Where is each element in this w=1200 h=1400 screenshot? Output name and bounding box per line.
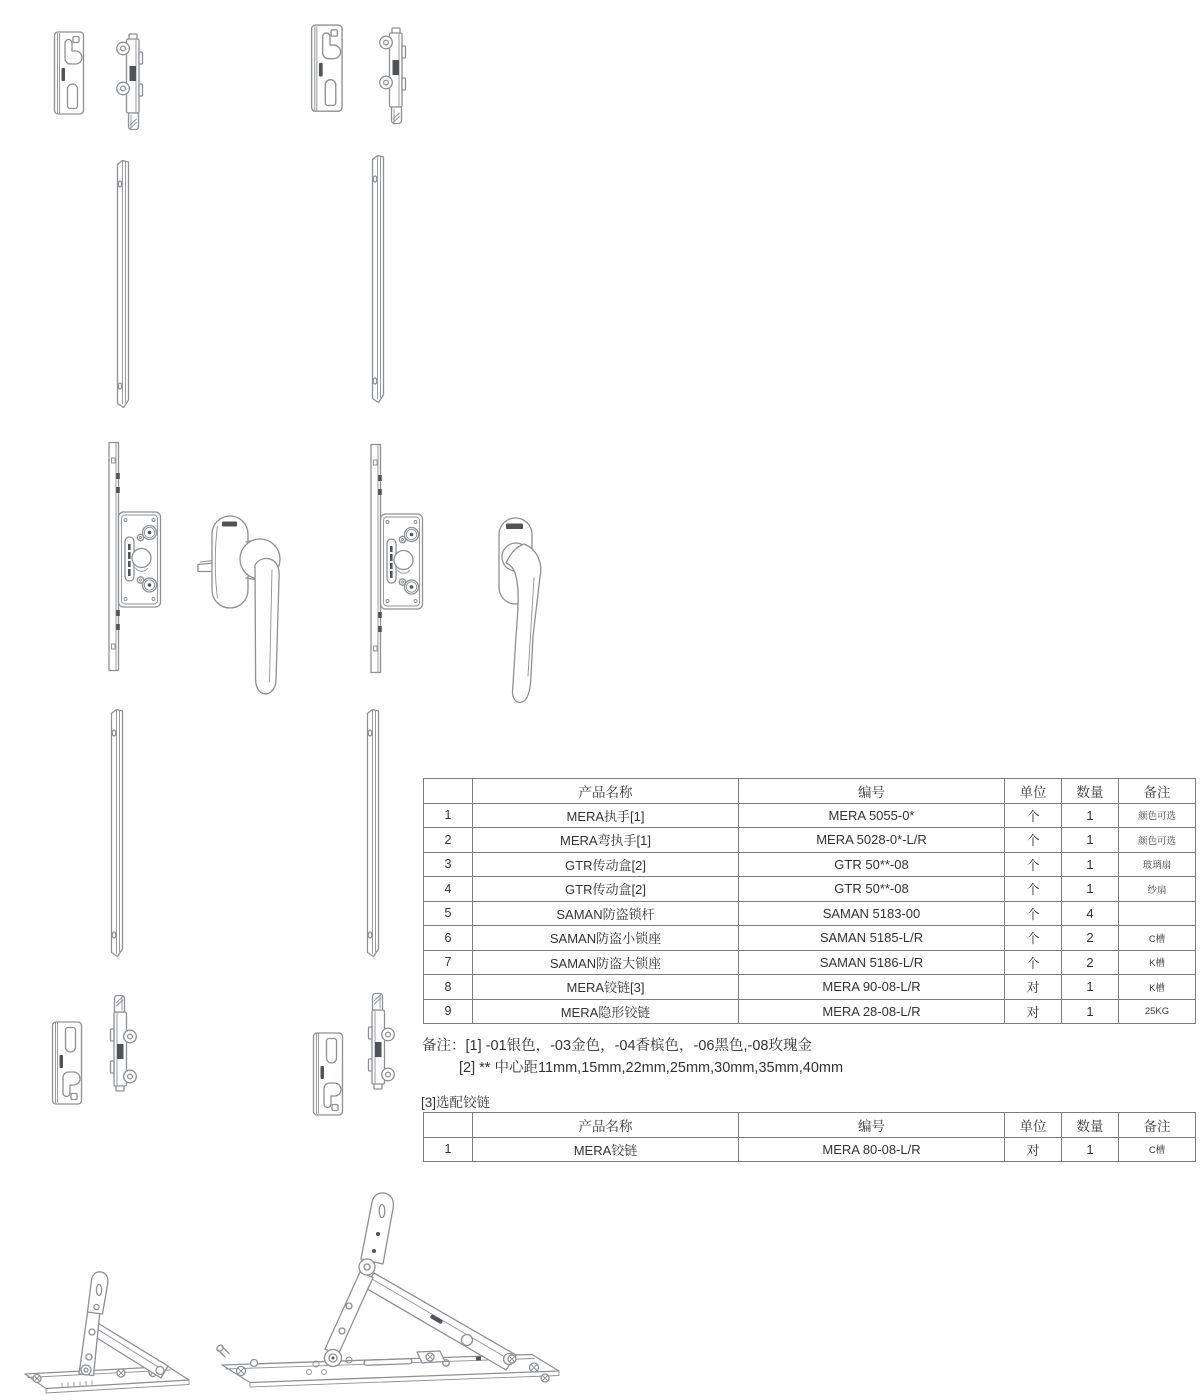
figure-friction-stay-small (25, 1272, 189, 1393)
table-cell: 颜色可选 (1119, 803, 1196, 828)
table-cell: 1 (1062, 975, 1119, 1000)
header-remark: 备注 (1119, 779, 1196, 804)
table-row (424, 926, 1196, 951)
table-header-row (424, 779, 1196, 804)
table-cell (1119, 901, 1196, 926)
table-cell: C槽 (1119, 926, 1196, 951)
table-cell: 个 (1005, 803, 1062, 828)
table-cell: 2 (424, 828, 473, 853)
header-part-number: 编号 (739, 779, 1005, 804)
parts-table-body (424, 803, 1196, 1024)
table-cell: 2 (1062, 926, 1119, 951)
figure-lock-rod-upper-right (373, 156, 384, 403)
figure-small-lock-keeper-top-left (55, 32, 84, 114)
table-row (424, 1137, 1196, 1162)
table-row (424, 999, 1196, 1024)
parts-table (423, 778, 1196, 1024)
table-cell: MERA 80-08-L/R (739, 1137, 1005, 1162)
table-cell: 个 (1005, 950, 1062, 975)
header-part-number: 编号 (739, 1113, 1005, 1138)
table-cell: 5 (424, 901, 473, 926)
table-row (424, 877, 1196, 902)
table-cell: 个 (1005, 901, 1062, 926)
table-cell: GTR 50**-08 (739, 877, 1005, 902)
table-cell: 颜色可选 (1119, 828, 1196, 853)
table-cell: 6 (424, 926, 473, 951)
table-cell: SAMAN防盗小锁座 (473, 926, 739, 951)
table-row (424, 803, 1196, 828)
figure-gear-driver-screen-sash (371, 445, 423, 673)
note-line-1: 备注：[1] -01银色，-03金色，-04香槟色，-06黑色,-08玫瑰金 (422, 1038, 812, 1054)
figure-small-lock-body-bottom-left (111, 996, 137, 1092)
table-cell: 个 (1005, 926, 1062, 951)
figure-friction-stay-large (216, 1193, 559, 1387)
header-blank (424, 1113, 473, 1138)
header-unit: 单位 (1005, 1113, 1062, 1138)
table-cell: 个 (1005, 852, 1062, 877)
table-header-row (424, 1113, 1196, 1138)
figure-large-lock-keeper-bottom-right (314, 1033, 343, 1115)
table-cell: 1 (1062, 877, 1119, 902)
table-cell: GTR传动盒[2] (473, 877, 739, 902)
table-cell: MERA 90-08-L/R (739, 975, 1005, 1000)
table-cell: 1 (424, 803, 473, 828)
header-quantity: 数量 (1062, 1113, 1119, 1138)
table-row (424, 828, 1196, 853)
figure-handle-bent (499, 518, 541, 702)
table-cell: 纱扇 (1119, 877, 1196, 902)
figure-gear-driver-glass-sash (109, 443, 161, 671)
table-cell: MERA隐形铰链 (473, 999, 739, 1024)
table-cell: MERA铰链[3] (473, 975, 739, 1000)
header-blank (424, 779, 473, 804)
table-cell: 7 (424, 950, 473, 975)
optional-table-body (424, 1137, 1196, 1162)
table-cell: 1 (1062, 803, 1119, 828)
table-cell: 1 (1062, 1137, 1119, 1162)
table-row (424, 950, 1196, 975)
table-cell: C槽 (1119, 1137, 1196, 1162)
table-cell: SAMAN 5183-00 (739, 901, 1005, 926)
figure-large-lock-body-top-right (380, 28, 406, 124)
table-cell: K槽 (1119, 975, 1196, 1000)
table-cell: 1 (1062, 828, 1119, 853)
figure-lock-rod-upper-left (118, 161, 129, 408)
table-cell: MERA弯执手[1] (473, 828, 739, 853)
table-row (424, 901, 1196, 926)
table-cell: MERA 5055-0* (739, 803, 1005, 828)
table-row (424, 852, 1196, 877)
table-cell: 1 (1062, 999, 1119, 1024)
table-cell: 对 (1005, 999, 1062, 1024)
table-cell: GTR传动盒[2] (473, 852, 739, 877)
table-cell: GTR 50**-08 (739, 852, 1005, 877)
optional-hinge-table (423, 1112, 1196, 1162)
table-cell: 个 (1005, 877, 1062, 902)
table-row (424, 975, 1196, 1000)
header-remark: 备注 (1119, 1113, 1196, 1138)
figure-small-lock-keeper-bottom-left (53, 1022, 82, 1104)
table-cell: 1 (424, 1137, 473, 1162)
notes-block (422, 1035, 843, 1079)
table-cell: 3 (424, 852, 473, 877)
table-cell: 4 (424, 877, 473, 902)
table-cell: 对 (1005, 975, 1062, 1000)
table-cell: 9 (424, 999, 473, 1024)
figure-large-lock-keeper-top-right (312, 25, 342, 111)
note-line-2: [2] ** 中心距11mm,15mm,22mm,25mm,30mm,35mm,40mm (459, 1060, 844, 1076)
figure-handle-straight (198, 516, 280, 694)
figure-large-lock-body-bottom-right (369, 994, 395, 1090)
figure-lock-rod-lower-left (112, 710, 123, 957)
table-cell: 玻璃扇 (1119, 852, 1196, 877)
table-cell: 2 (1062, 950, 1119, 975)
table-cell: 个 (1005, 828, 1062, 853)
table-cell: 1 (1062, 852, 1119, 877)
header-product-name: 产品名称 (473, 779, 739, 804)
table-cell: MERA 5028-0*-L/R (739, 828, 1005, 853)
header-unit: 单位 (1005, 779, 1062, 804)
table-cell: SAMAN防盗锁杆 (473, 901, 739, 926)
header-quantity: 数量 (1062, 779, 1119, 804)
table-cell: MERA 28-08-L/R (739, 999, 1005, 1024)
table-cell: MERA铰链 (473, 1137, 739, 1162)
table-cell: 25KG (1119, 999, 1196, 1024)
table-cell: 对 (1005, 1137, 1062, 1162)
optional-hinge-title: [3]选配铰链 (421, 1095, 491, 1110)
table-cell: SAMAN 5185-L/R (739, 926, 1005, 951)
figure-lock-rod-lower-right (368, 710, 379, 957)
table-cell: SAMAN 5186-L/R (739, 950, 1005, 975)
table-cell: 8 (424, 975, 473, 1000)
table-cell: K槽 (1119, 950, 1196, 975)
table-cell: 4 (1062, 901, 1119, 926)
header-product-name: 产品名称 (473, 1113, 739, 1138)
figure-small-lock-body-top-left (117, 34, 143, 130)
table-cell: SAMAN防盗大锁座 (473, 950, 739, 975)
table-cell: MERA执手[1] (473, 803, 739, 828)
